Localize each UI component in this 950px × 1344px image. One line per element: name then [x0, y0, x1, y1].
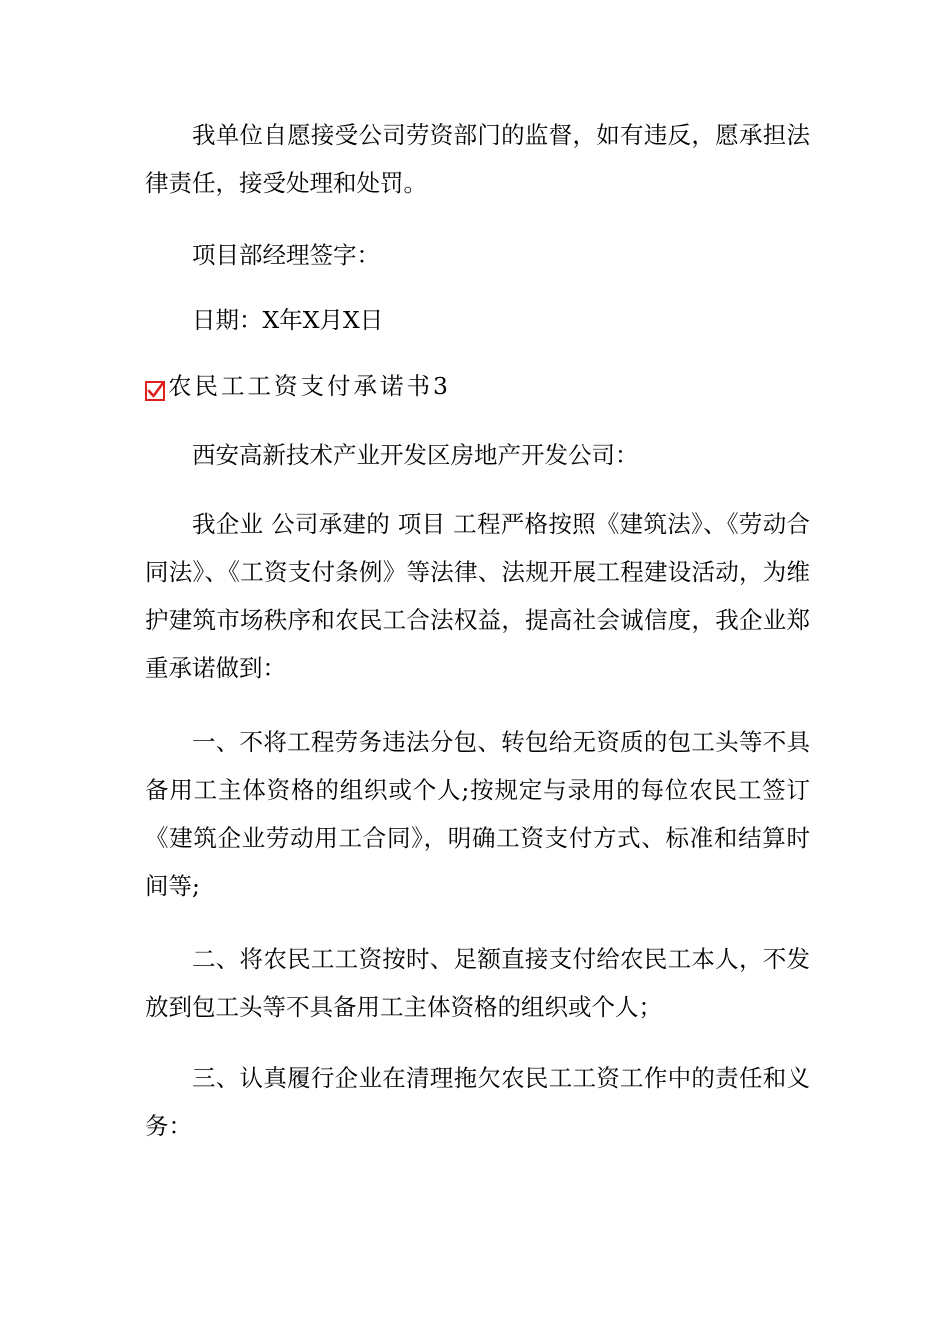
paragraph-supervision: 我单位自愿接受公司劳资部门的监督，如有违反，愿承担法律责任，接受处理和处罚。 [145, 121, 810, 197]
addressee: 西安高新技术产业开发区房地产开发公司： [192, 441, 639, 469]
signature-line: 项目部经理签字： [192, 241, 380, 269]
section-heading [145, 364, 451, 408]
date-line: 日期：X年X月X日 [192, 306, 384, 334]
list-item-2: 二、将农民工工资按时、足额直接支付给农民工本人，不发放到包工头等不具备用工主体资格的组织或个人； [145, 945, 810, 1021]
list-item-3: 三、认真履行企业在清理拖欠农民工工资工作中的责任和义务： [145, 1064, 810, 1140]
paragraph-intro: 我企业 公司承建的 项目 工程严格按照《建筑法》、《劳动合同法》、《工资支付条例》等法律、法规开展工程建设活动，为维护建筑市场秩序和农民工合法权益，提高社会诚信度，我企业郑重承诺做到： [145, 510, 810, 682]
list-item-1: 一、不将工程劳务违法分包、转包给无资质的包工头等不具备用工主体资格的组织或个人;按规定与录用的每位农民工签订《建筑企业劳动用工合同》，明确工资支付方式、标准和结算时间等; [145, 728, 810, 900]
section-heading-text: 农民工工资支付承诺书3 [168, 372, 451, 400]
checkbox-checked-icon [145, 381, 165, 401]
